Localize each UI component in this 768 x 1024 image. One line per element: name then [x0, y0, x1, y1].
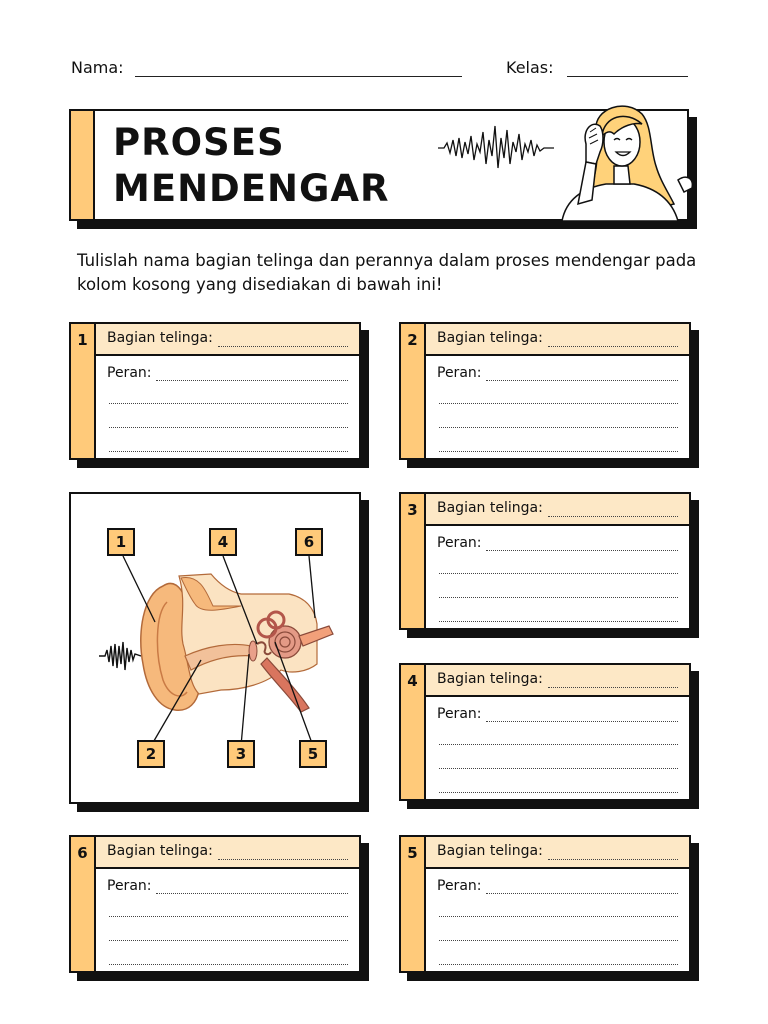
role-answer-line[interactable]	[109, 403, 348, 404]
part-label: Bagian telinga:	[437, 671, 543, 687]
answer-card-6	[69, 835, 361, 973]
role-answer-line[interactable]	[439, 744, 678, 745]
part-label: Bagian telinga:	[107, 330, 213, 346]
answer-card-4	[399, 663, 691, 801]
card-number: 1	[71, 324, 96, 458]
part-label: Bagian telinga:	[437, 500, 543, 516]
role-answer-line[interactable]	[439, 964, 678, 965]
role-answer-line[interactable]	[156, 380, 348, 381]
role-answer-line[interactable]	[439, 573, 678, 574]
role-answer-line[interactable]	[156, 893, 348, 894]
title-line-1: PROSES	[113, 121, 285, 164]
role-answer-line[interactable]	[109, 916, 348, 917]
diagram-tag-4: 4	[209, 528, 237, 556]
class-field[interactable]	[567, 76, 688, 77]
part-label: Bagian telinga:	[437, 843, 543, 859]
role-label: Peran:	[437, 535, 482, 551]
role-answer-line[interactable]	[486, 721, 678, 722]
answer-card-1	[69, 322, 361, 460]
title-card-stripe	[71, 111, 95, 219]
card-number: 6	[71, 837, 96, 971]
sound-wave-icon	[99, 642, 141, 670]
sound-wave-icon	[436, 118, 556, 174]
role-answer-line[interactable]	[109, 451, 348, 452]
card-number: 2	[401, 324, 426, 458]
diagram-tag-3: 3	[227, 740, 255, 768]
role-answer-line[interactable]	[486, 550, 678, 551]
girl-listening-illustration	[556, 100, 698, 221]
diagram-tag-2: 2	[137, 740, 165, 768]
role-answer-line[interactable]	[486, 893, 678, 894]
class-label: Kelas:	[506, 58, 554, 77]
role-answer-line[interactable]	[439, 768, 678, 769]
part-answer-field[interactable]	[218, 859, 348, 860]
role-label: Peran:	[107, 365, 152, 381]
part-label: Bagian telinga:	[437, 330, 543, 346]
role-answer-line[interactable]	[486, 380, 678, 381]
name-label: Nama:	[71, 58, 124, 77]
role-label: Peran:	[437, 878, 482, 894]
role-answer-line[interactable]	[439, 451, 678, 452]
role-answer-line[interactable]	[439, 427, 678, 428]
role-answer-line[interactable]	[109, 940, 348, 941]
role-answer-line[interactable]	[109, 427, 348, 428]
diagram-tag-6: 6	[295, 528, 323, 556]
role-answer-line[interactable]	[439, 597, 678, 598]
answer-card-3	[399, 492, 691, 630]
diagram-tag-5: 5	[299, 740, 327, 768]
role-answer-line[interactable]	[439, 792, 678, 793]
instruction-text: Tulislah nama bagian telinga dan perannya dalam proses mendengar pada kolom kosong yang disediakan di bawah ini!	[77, 251, 697, 294]
part-answer-field[interactable]	[548, 346, 678, 347]
diagram-tag-1: 1	[107, 528, 135, 556]
answer-card-2	[399, 322, 691, 460]
role-answer-line[interactable]	[439, 940, 678, 941]
part-answer-field[interactable]	[218, 346, 348, 347]
page-title	[113, 120, 390, 212]
title-line-2: MENDENGAR	[113, 167, 390, 210]
role-answer-line[interactable]	[439, 621, 678, 622]
role-label: Peran:	[437, 706, 482, 722]
role-answer-line[interactable]	[439, 403, 678, 404]
role-label: Peran:	[107, 878, 152, 894]
card-number: 5	[401, 837, 426, 971]
role-answer-line[interactable]	[439, 916, 678, 917]
role-label: Peran:	[437, 365, 482, 381]
part-answer-field[interactable]	[548, 859, 678, 860]
answer-card-5	[399, 835, 691, 973]
part-label: Bagian telinga:	[107, 843, 213, 859]
card-number: 4	[401, 665, 426, 799]
role-answer-line[interactable]	[109, 964, 348, 965]
card-number: 3	[401, 494, 426, 628]
name-field[interactable]	[135, 76, 462, 77]
part-answer-field[interactable]	[548, 516, 678, 517]
ear-diagram-card	[69, 492, 361, 804]
part-answer-field[interactable]	[548, 687, 678, 688]
